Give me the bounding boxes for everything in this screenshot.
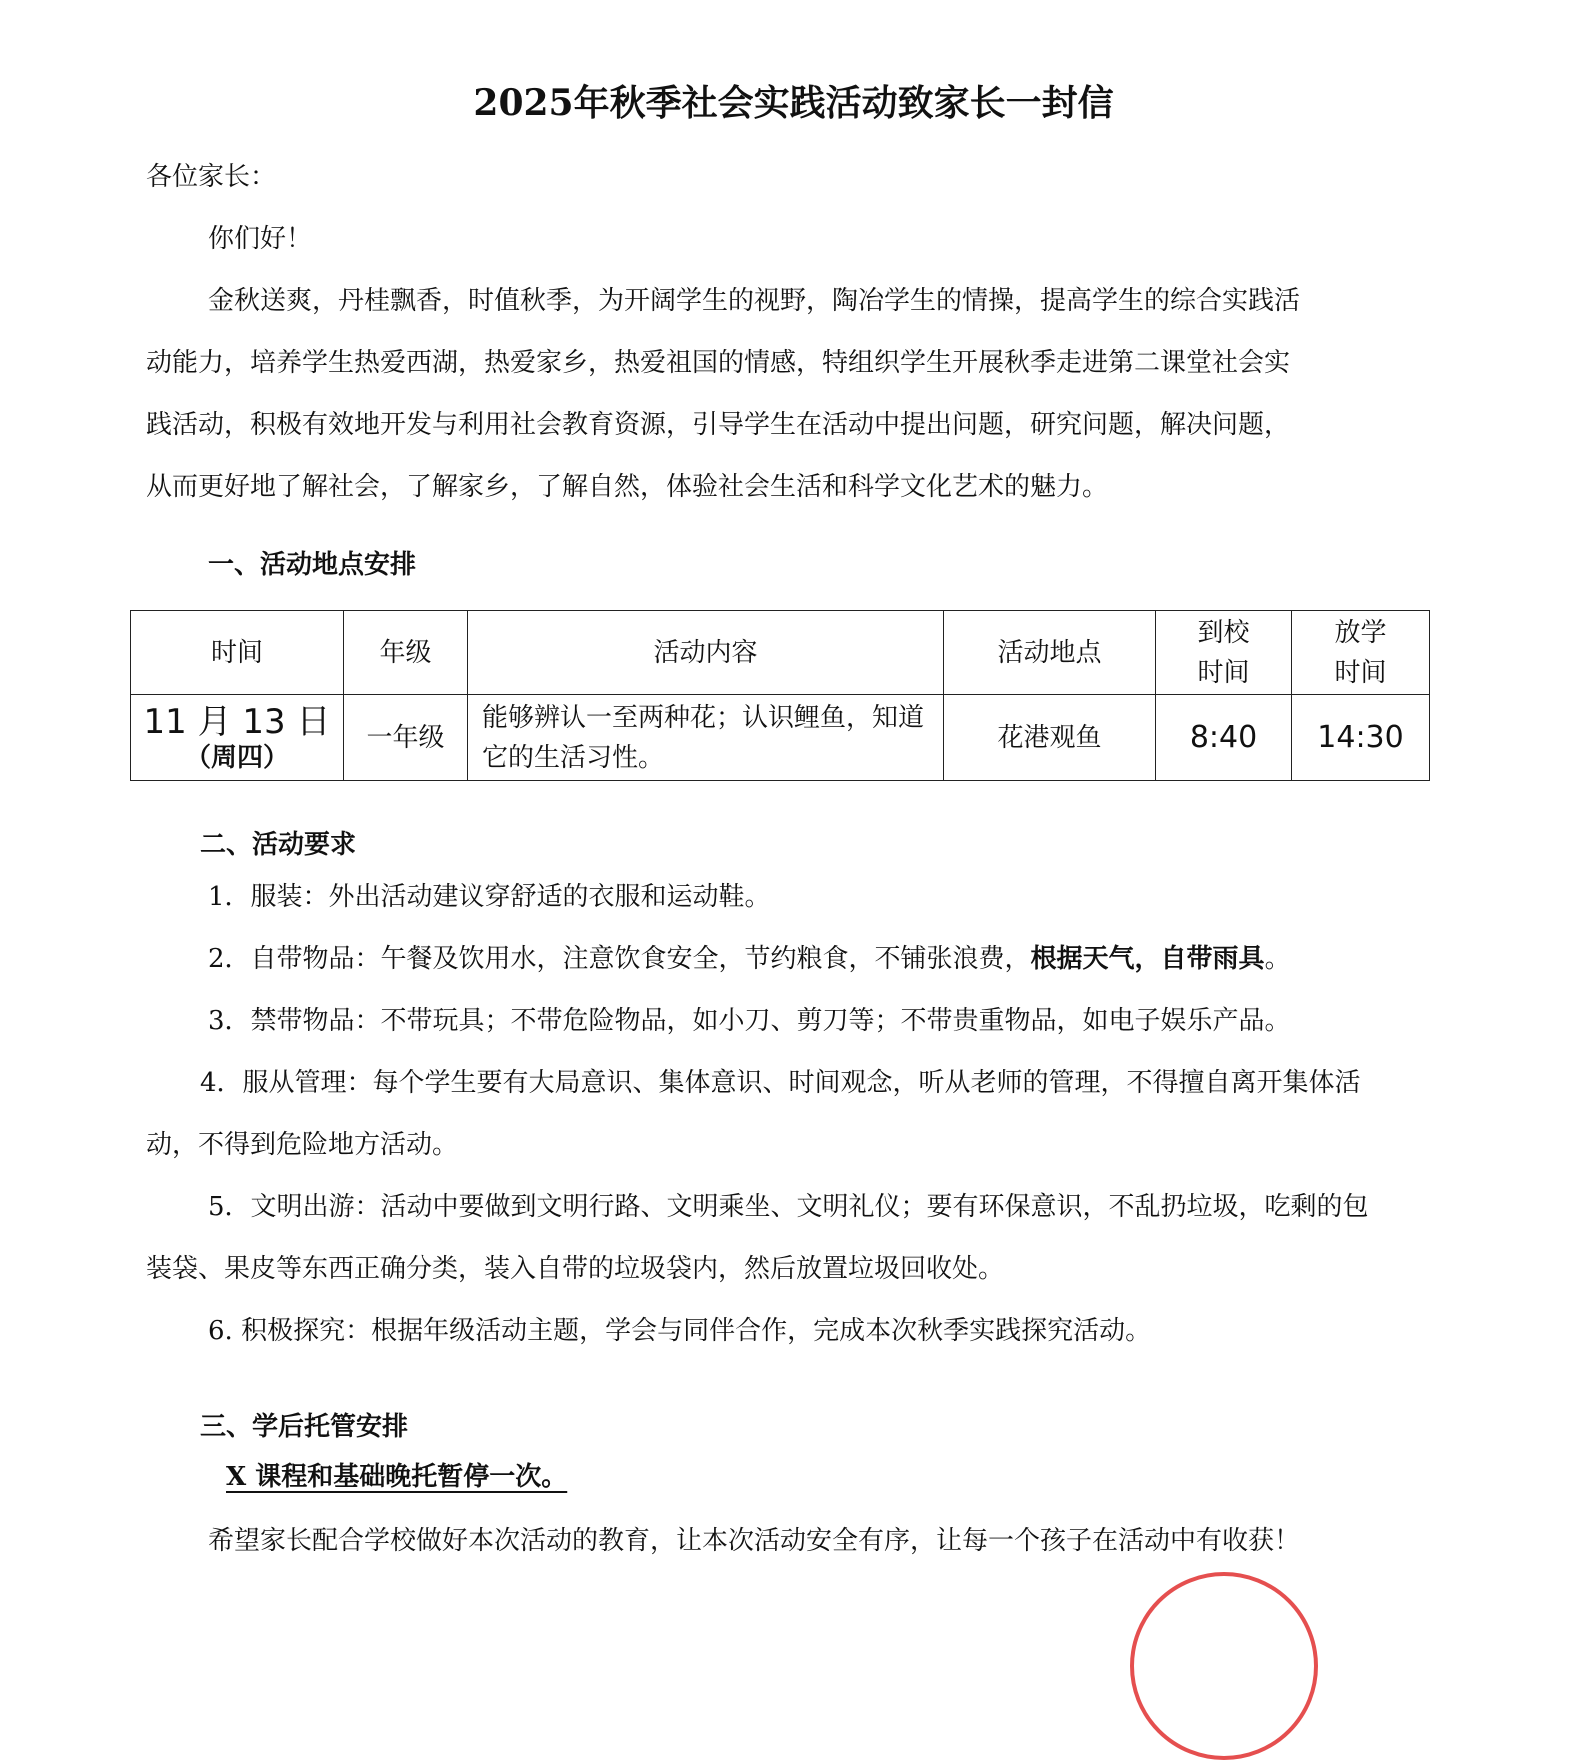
requirement-item-2-emphasis: 根据天气，自带雨具 <box>1030 944 1265 974</box>
requirement-item-4: 4．服从管理：每个学生要有大局意识、集体意识、时间观念，听从老师的管理，不得擅自离开集体活 <box>200 1068 1361 1098</box>
header-leave-time <box>1292 611 1430 695</box>
greeting: 你们好！ <box>208 224 313 254</box>
intro-line: 从而更好地了解社会，了解家乡，了解自然，体验社会生活和科学文化艺术的魅力。 <box>146 472 1109 502</box>
header-grade: 年级 <box>344 611 468 695</box>
school-seal-stamp <box>1130 1572 1318 1760</box>
schedule-table <box>130 610 1430 781</box>
intro-line: 动能力，培养学生热爱西湖，热爱家乡，热爱祖国的情感，特组织学生开展秋季走进第二课堂社会实 <box>146 348 1291 378</box>
header-time: 时间 <box>131 611 344 695</box>
aftercare-note: X 课程和基础晚托暂停一次。 <box>226 1462 568 1492</box>
page-title: 2025年秋季社会实践活动致家长一封信 <box>473 82 1114 124</box>
requirement-item-2 <box>208 942 1291 976</box>
requirement-item-6: 6. 积极探究：根据年级活动主题，学会与同伴合作，完成本次秋季实践探究活动。 <box>208 1316 1152 1346</box>
cell-content: 能够辨认一至两种花；认识鲤鱼，知道它的生活习性。 <box>468 695 944 781</box>
section-heading-requirements: 二、活动要求 <box>200 830 357 860</box>
weekday-text: （周四） <box>184 742 289 773</box>
section-heading-location: 一、活动地点安排 <box>208 550 417 580</box>
cell-leave-time: 14:30 <box>1292 695 1430 781</box>
requirement-item-5-cont: 装袋、果皮等东西正确分类，装入自带的垃圾袋内，然后放置垃圾回收处。 <box>146 1254 1005 1284</box>
header-leave-line1: 放学 <box>1334 617 1387 648</box>
header-content: 活动内容 <box>468 611 944 695</box>
requirement-item-4-cont: 动，不得到危险地方活动。 <box>146 1130 459 1160</box>
date-text: 11 月 13 日 <box>143 701 331 742</box>
header-location: 活动地点 <box>944 611 1156 695</box>
header-arrive-line2: 时间 <box>1197 657 1250 688</box>
cell-grade: 一年级 <box>344 695 468 781</box>
table-row <box>131 695 1430 781</box>
requirement-item-2-text: 2．自带物品：午餐及饮用水，注意饮食安全，节约粮食，不铺张浪费， <box>208 944 1031 974</box>
section-heading-aftercare: 三、学后托管安排 <box>200 1412 409 1442</box>
requirement-item-1: 1．服装：外出活动建议穿舒适的衣服和运动鞋。 <box>208 882 771 912</box>
cell-date <box>131 695 344 781</box>
cell-location: 花港观鱼 <box>944 695 1156 781</box>
requirement-item-3: 3．禁带物品：不带玩具；不带危险物品，如小刀、剪刀等；不带贵重物品，如电子娱乐产品。 <box>208 1006 1291 1036</box>
intro-line: 践活动，积极有效地开发与利用社会教育资源，引导学生在活动中提出问题，研究问题，解决问题， <box>146 410 1291 440</box>
cell-arrive-time: 8:40 <box>1156 695 1292 781</box>
closing-text: 希望家长配合学校做好本次活动的教育，让本次活动安全有序，让每一个孩子在活动中有收获！ <box>208 1526 1301 1556</box>
salutation: 各位家长： <box>146 162 277 192</box>
header-arrive-line1: 到校 <box>1197 617 1250 648</box>
intro-line: 金秋送爽，丹桂飘香，时值秋季，为开阔学生的视野，陶冶学生的情操，提高学生的综合实践活 <box>208 286 1301 316</box>
table-header-row <box>131 611 1430 695</box>
requirement-item-2-end: 。 <box>1264 944 1291 974</box>
header-arrive-time <box>1156 611 1292 695</box>
header-leave-line2: 时间 <box>1334 657 1387 688</box>
requirement-item-5: 5．文明出游：活动中要做到文明行路、文明乘坐、文明礼仪；要有环保意识，不乱扔垃圾，吃剩的包 <box>208 1192 1369 1222</box>
